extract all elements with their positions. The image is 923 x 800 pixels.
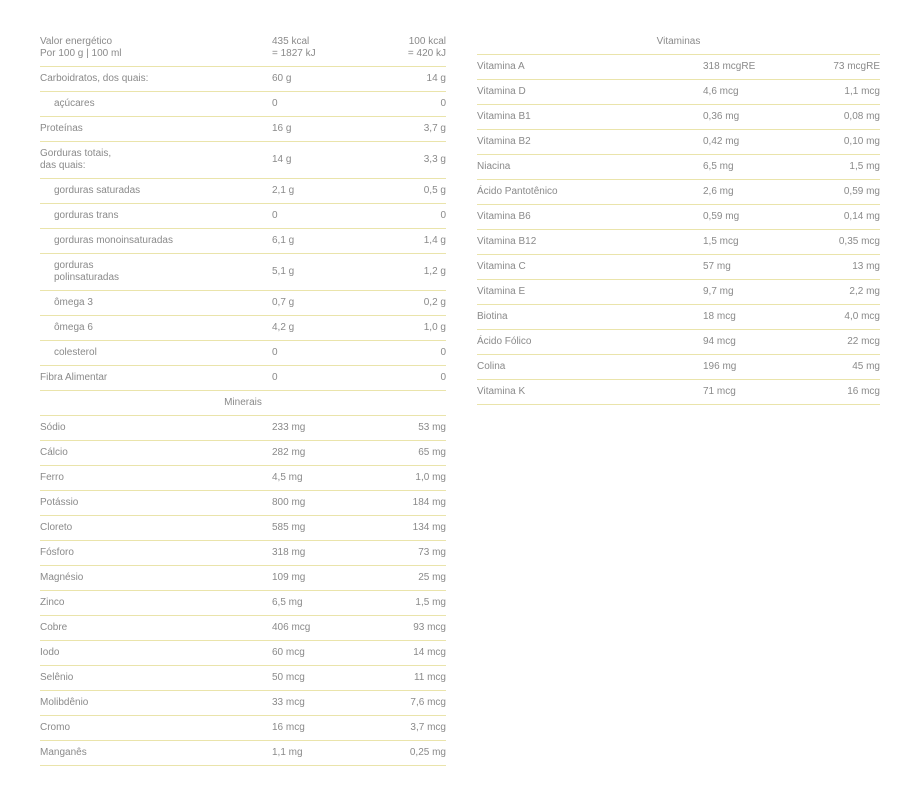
nutrient-label: Proteínas [40, 123, 83, 134]
nutrient-label: Cobre [40, 622, 68, 633]
value-per-100g: 60 mcg [272, 647, 305, 658]
value-per-100g: 196 mg [703, 361, 737, 372]
table-row [40, 254, 446, 291]
value-per-100ml: 73 mcgRE [833, 61, 880, 72]
value-per-100ml: 1,0 g [423, 322, 446, 333]
value-per-100g: 57 mg [703, 261, 731, 272]
table-row [477, 280, 880, 305]
nutrient-label: Zinco [40, 597, 65, 608]
value-per-100ml: 93 mcg [413, 622, 446, 633]
table-row [40, 741, 446, 766]
section-title: Vitaminas [656, 36, 701, 47]
value-per-100ml: 1,5 mg [415, 597, 446, 608]
table-row [477, 305, 880, 330]
section-title: Minerais [224, 397, 262, 408]
table-row [40, 142, 446, 179]
value-per-100g: 0 [272, 372, 278, 383]
value-per-100ml: 7,6 mcg [410, 697, 446, 708]
nutrient-label: Iodo [40, 647, 60, 658]
value-per-100ml: 0,08 mg [843, 111, 880, 122]
value-per-100g: 6,5 mg [703, 161, 734, 172]
nutrient-label: Molibdênio [40, 697, 89, 708]
value-per-100g: 585 mg [272, 522, 306, 533]
value-per-100g: 233 mg [272, 422, 306, 433]
nutrient-label: Vitamina B2 [477, 136, 531, 147]
nutrient-label: Cálcio [40, 447, 68, 458]
section-header-row [477, 30, 880, 55]
value-per-100g: 435 kcal = 1827 kJ [272, 36, 316, 59]
nutrient-label: Ácido Pantotênico [477, 186, 558, 197]
value-per-100ml: 45 mg [852, 361, 880, 372]
table-row [40, 616, 446, 641]
value-per-100g: 4,2 g [272, 322, 295, 333]
table-row [40, 179, 446, 204]
vitamins-table [477, 30, 880, 405]
value-per-100g: 16 mcg [272, 722, 305, 733]
value-per-100ml: 1,0 mg [415, 472, 446, 483]
value-per-100g: 2,6 mg [703, 186, 734, 197]
nutrient-label: Cromo [40, 722, 71, 733]
value-per-100ml: 1,1 mcg [844, 86, 880, 97]
nutrient-label: Vitamina K [477, 386, 526, 397]
value-per-100g: 282 mg [272, 447, 306, 458]
value-per-100g: 0,59 mg [703, 211, 740, 222]
value-per-100g: 0 [272, 210, 278, 221]
table-row [40, 204, 446, 229]
value-per-100ml: 14 mcg [413, 647, 446, 658]
value-per-100g: 1,1 mg [272, 747, 303, 758]
value-per-100g: 406 mcg [272, 622, 311, 633]
nutrient-label: Carboidratos, dos quais: [40, 73, 149, 84]
value-per-100ml: 3,7 g [423, 123, 446, 134]
nutrient-label: Colina [477, 361, 506, 372]
value-per-100g: 0 [272, 98, 278, 109]
nutrition-facts-table [40, 30, 446, 766]
table-row [477, 105, 880, 130]
value-per-100g: 16 g [272, 123, 292, 134]
nutrient-label: Valor energético Por 100 g | 100 ml [40, 36, 122, 59]
nutrient-label: Selênio [40, 672, 74, 683]
table-row [40, 416, 446, 441]
table-row [40, 566, 446, 591]
value-per-100g: 18 mcg [703, 311, 736, 322]
value-per-100g: 14 g [272, 154, 292, 165]
value-per-100ml: 13 mg [852, 261, 880, 272]
value-per-100g: 318 mg [272, 547, 306, 558]
value-per-100ml: 0,59 mg [843, 186, 880, 197]
nutrient-label: gorduras saturadas [54, 185, 141, 196]
value-per-100ml: 0,5 g [423, 185, 446, 196]
value-per-100g: 0,36 mg [703, 111, 740, 122]
value-per-100ml: 100 kcal = 420 kJ [407, 36, 446, 59]
table-row [40, 67, 446, 92]
value-per-100g: 0 [272, 347, 278, 358]
nutrient-label: Potássio [40, 497, 79, 508]
value-per-100g: 6,1 g [272, 235, 295, 246]
value-per-100ml: 0,35 mcg [838, 236, 880, 247]
value-per-100ml: 14 g [426, 73, 446, 84]
value-per-100ml: 1,5 mg [849, 161, 880, 172]
value-per-100ml: 4,0 mcg [844, 311, 880, 322]
table-row [40, 541, 446, 566]
table-row [477, 205, 880, 230]
table-row [40, 117, 446, 142]
nutrient-label: Fibra Alimentar [40, 372, 108, 383]
table-row [477, 130, 880, 155]
nutrient-label: Cloreto [40, 522, 73, 533]
value-per-100ml: 0,2 g [423, 297, 446, 308]
table-row [477, 80, 880, 105]
nutrient-label: Vitamina A [477, 61, 525, 72]
table-row [477, 380, 880, 405]
value-per-100ml: 22 mcg [847, 336, 880, 347]
value-per-100g: 1,5 mcg [703, 236, 739, 247]
value-per-100g: 4,6 mcg [703, 86, 739, 97]
nutrient-label: ômega 6 [54, 322, 93, 333]
value-per-100ml: 65 mg [418, 447, 446, 458]
nutrient-label: gorduras monoinsaturadas [54, 235, 173, 246]
value-per-100ml: 73 mg [418, 547, 446, 558]
nutrient-label: açúcares [54, 98, 95, 109]
nutrient-label: Ácido Fólico [477, 336, 532, 347]
table-row [477, 330, 880, 355]
value-per-100g: 60 g [272, 73, 292, 84]
table-row [477, 255, 880, 280]
nutrient-label: Vitamina E [477, 286, 526, 297]
table-row [40, 341, 446, 366]
value-per-100ml: 3,7 mcg [410, 722, 446, 733]
table-row [477, 355, 880, 380]
table-row [477, 180, 880, 205]
value-per-100g: 9,7 mg [703, 286, 734, 297]
value-per-100ml: 3,3 g [423, 154, 446, 165]
value-per-100ml: 16 mcg [847, 386, 880, 397]
value-per-100ml: 1,4 g [423, 235, 446, 246]
value-per-100g: 800 mg [272, 497, 306, 508]
value-per-100ml: 11 mcg [413, 672, 446, 683]
table-row [40, 591, 446, 616]
value-per-100ml: 0 [440, 98, 446, 109]
table-row [40, 466, 446, 491]
value-per-100ml: 25 mg [418, 572, 446, 583]
table-row [40, 666, 446, 691]
table-row [477, 55, 880, 80]
value-per-100ml: 0,14 mg [843, 211, 880, 222]
nutrient-label: Vitamina C [477, 261, 526, 272]
value-per-100g: 50 mcg [272, 672, 305, 683]
nutrient-label: Fósforo [40, 547, 74, 558]
value-per-100g: 33 mcg [272, 697, 305, 708]
value-per-100ml: 0,10 mg [843, 136, 880, 147]
table-row [40, 716, 446, 741]
nutrient-label: Sódio [40, 422, 66, 433]
nutrient-label: Manganês [40, 747, 87, 758]
nutrient-label: Vitamina B6 [477, 211, 531, 222]
nutrient-label: gorduras trans [54, 210, 119, 221]
value-per-100g: 71 mcg [703, 386, 736, 397]
nutrient-label: colesterol [54, 347, 97, 358]
table-row [477, 155, 880, 180]
nutrient-label: Niacina [477, 161, 511, 172]
nutrient-label: Ferro [40, 472, 64, 483]
value-per-100ml: 0 [440, 372, 446, 383]
value-per-100g: 5,1 g [272, 266, 295, 277]
table-row [40, 366, 446, 391]
value-per-100g: 6,5 mg [272, 597, 303, 608]
nutrient-label: Magnésio [40, 572, 84, 583]
value-per-100g: 2,1 g [272, 185, 295, 196]
nutrient-label: Vitamina B1 [477, 111, 531, 122]
value-per-100g: 0,7 g [272, 297, 295, 308]
value-per-100ml: 134 mg [412, 522, 446, 533]
table-row [40, 92, 446, 117]
value-per-100g: 94 mcg [703, 336, 736, 347]
value-per-100ml: 53 mg [418, 422, 446, 433]
value-per-100g: 4,5 mg [272, 472, 303, 483]
nutrient-label: Vitamina B12 [477, 236, 537, 247]
table-row [40, 641, 446, 666]
table-row [40, 691, 446, 716]
table-row [40, 316, 446, 341]
section-header-row [40, 391, 446, 416]
value-per-100ml: 184 mg [412, 497, 446, 508]
table-row [40, 30, 446, 67]
value-per-100g: 109 mg [272, 572, 306, 583]
value-per-100ml: 1,2 g [423, 266, 446, 277]
value-per-100g: 0,42 mg [703, 136, 740, 147]
table-row [40, 516, 446, 541]
value-per-100ml: 0,25 mg [409, 747, 446, 758]
nutrient-label: ômega 3 [54, 297, 93, 308]
value-per-100g: 318 mcgRE [703, 61, 756, 72]
table-row [40, 491, 446, 516]
nutrient-label: Gorduras totais, das quais: [40, 148, 112, 171]
nutrient-label: gorduras polinsaturadas [54, 260, 120, 283]
table-row [477, 230, 880, 255]
value-per-100ml: 2,2 mg [849, 286, 880, 297]
table-row [40, 291, 446, 316]
value-per-100ml: 0 [440, 210, 446, 221]
nutrient-label: Biotina [477, 311, 508, 322]
table-row [40, 441, 446, 466]
nutrient-label: Vitamina D [477, 86, 526, 97]
value-per-100ml: 0 [440, 347, 446, 358]
table-row [40, 229, 446, 254]
